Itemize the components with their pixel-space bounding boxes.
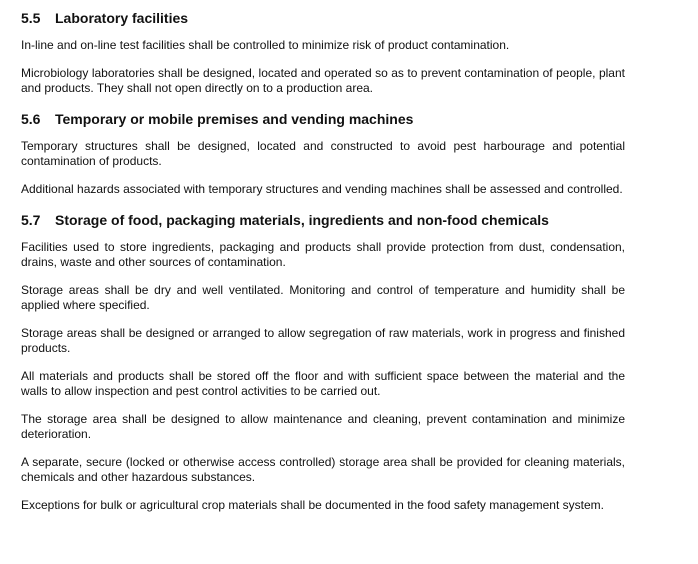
section-5-7 bbox=[21, 211, 625, 513]
paragraph: Exceptions for bulk or agricultural crop materials shall be documented in the food safety management system. bbox=[21, 498, 604, 512]
paragraph: Storage areas shall be dry and well ventilated. Monitoring and control of temperature and humidity shall be applied where specified. bbox=[21, 283, 625, 312]
section-number: 5.6 bbox=[21, 111, 41, 127]
paragraph: Temporary structures shall be designed, located and constructed to avoid pest harbourage and potential contamination of products. bbox=[21, 139, 625, 168]
section-5-5 bbox=[21, 9, 625, 96]
section-number: 5.7 bbox=[21, 212, 41, 228]
paragraph: Additional hazards associated with temporary structures and vending machines shall be assessed and controlled. bbox=[21, 182, 623, 196]
paragraph: Microbiology laboratories shall be designed, located and operated so as to prevent contamination of people, plant and products. They shall not open directly on to a production area. bbox=[21, 66, 625, 95]
paragraph: A separate, secure (locked or otherwise access controlled) storage area shall be provided for cleaning materials, chemicals and other hazardous substances. bbox=[21, 455, 625, 484]
paragraph: The storage area shall be designed to allow maintenance and cleaning, prevent contamination and minimize deterioration. bbox=[21, 412, 625, 441]
section-heading bbox=[21, 110, 625, 128]
paragraph: Facilities used to store ingredients, packaging and products shall provide protection from dust, condensation, drains, waste and other sources of contamination. bbox=[21, 240, 625, 269]
document-page bbox=[21, 9, 625, 526]
section-5-6 bbox=[21, 110, 625, 197]
section-number: 5.5 bbox=[21, 10, 41, 26]
section-heading bbox=[21, 9, 625, 27]
section-title: Temporary or mobile premises and vending machines bbox=[55, 111, 414, 127]
paragraph: In-line and on-line test facilities shall be controlled to minimize risk of product contamination. bbox=[21, 38, 510, 52]
section-title: Laboratory facilities bbox=[55, 10, 189, 26]
section-title: Storage of food, packaging materials, ingredients and non-food chemicals bbox=[55, 212, 549, 228]
section-heading bbox=[21, 211, 625, 229]
paragraph: Storage areas shall be designed or arranged to allow segregation of raw materials, work in progress and finished products. bbox=[21, 326, 625, 355]
paragraph: All materials and products shall be stored off the floor and with sufficient space between the material and the walls to allow inspection and pest control activities to be carried out. bbox=[21, 369, 625, 398]
